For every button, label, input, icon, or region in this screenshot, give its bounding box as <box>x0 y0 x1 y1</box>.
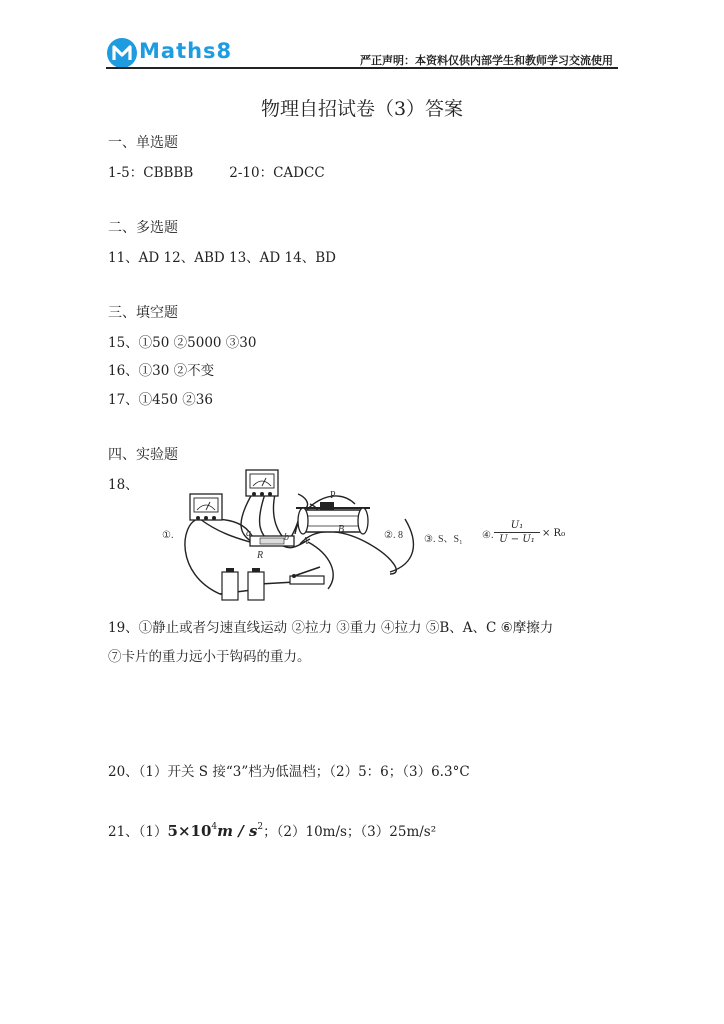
header-divider <box>106 67 618 69</box>
q21-unit: m / s <box>217 822 258 840</box>
fig-answer-3: ③. S、S₁ <box>424 534 463 545</box>
formula-denominator: U − U₁ <box>499 534 535 545</box>
answer-q18-label: 18、 <box>108 477 139 493</box>
q21-rest: ；（2）10m/s；（3）25m/s² <box>263 824 437 840</box>
maths8-logo <box>106 36 233 70</box>
section-heading-multi-choice: 二、多选题 <box>108 220 178 236</box>
q21-coefficient: 5×10 <box>167 822 212 840</box>
voltmeter-1-icon <box>190 494 222 520</box>
multi-choice-answers: 11、AD 12、ABD 13、AD 14、BD <box>108 250 336 266</box>
copyright-notice: 严正声明：本资料仅供内部学生和教师学习交流使用 <box>360 54 613 67</box>
section-heading-experiment: 四、实验题 <box>108 447 178 463</box>
fig-label-a: a <box>246 528 251 539</box>
section-heading-fill-blank: 三、填空题 <box>108 305 178 321</box>
answer-q16: 16、①30 ②不变 <box>108 363 215 379</box>
voltmeter-2-icon <box>246 470 278 496</box>
fig-answer-4-mark: ④. <box>482 530 494 541</box>
answer-q17: 17、①450 ②36 <box>108 392 213 408</box>
formula-numerator: U₁ <box>494 520 540 533</box>
formula-tail: × R₀ <box>542 528 566 539</box>
answer-q20: 20、（1）开关 S 接“3”档为低温档；（2）5：6；（3）6.3°C <box>108 764 470 780</box>
formula-fraction <box>494 520 540 545</box>
section-heading-single-choice: 一、单选题 <box>108 135 178 151</box>
answer-q19-line2: ⑦卡片的重力远小于钩码的重力。 <box>108 649 311 665</box>
fig-label-B: B <box>338 524 345 535</box>
q21-prefix: 21、（1） <box>108 824 168 840</box>
fig-label-P: P <box>330 490 336 501</box>
fig-answer-2: ②. 8 <box>384 530 403 541</box>
fig-label-A: A <box>302 536 309 547</box>
answer-q19-line1: 19、①静止或者匀速直线运动 ②拉力 ③重力 ④拉力 ⑤B、A、C ⑥摩擦力 <box>108 620 554 636</box>
logo-badge-icon <box>106 36 140 70</box>
page-title: 物理自招试卷（3）答案 <box>260 98 464 120</box>
answers-1-5: 1-5：CBBBB <box>108 165 194 181</box>
switch-icon <box>290 567 324 584</box>
single-choice-answers <box>108 161 325 181</box>
battery-icon <box>222 568 264 600</box>
fig-label-b: b <box>284 532 289 543</box>
answer-q21 <box>108 820 436 840</box>
q21-exponent: 4 <box>211 822 218 832</box>
answer-q15: 15、①50 ②5000 ③30 <box>108 335 257 351</box>
q21-unit-exponent: 2 <box>257 822 264 832</box>
fig-label-R: R <box>257 550 264 561</box>
fig-answer-1-mark: ①. <box>162 530 174 541</box>
answers-6-10: 2-10：CADCC <box>229 165 325 181</box>
fig-answer-4-formula <box>482 520 572 552</box>
logo-text: Maths8 <box>139 39 233 63</box>
